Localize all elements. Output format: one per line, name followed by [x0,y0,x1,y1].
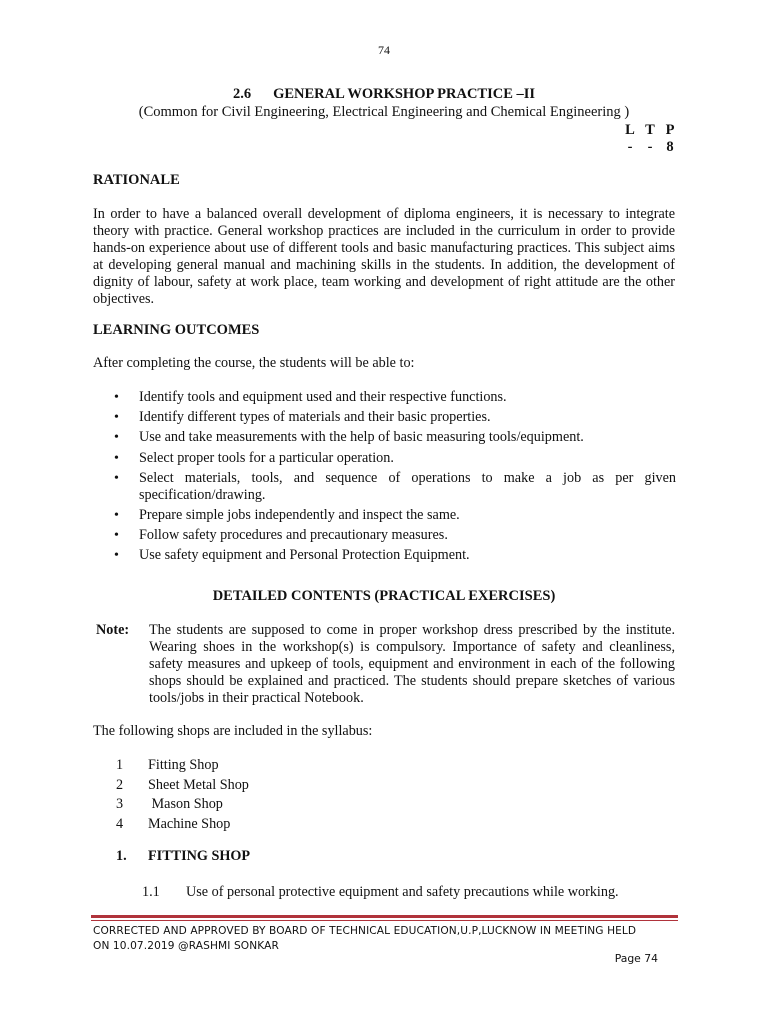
shop-number: 4 [116,816,124,833]
list-item [116,756,249,776]
section-title: FITTING SHOP [148,848,251,864]
footer-approval-text [93,924,693,954]
subsection-1-1 [142,884,619,901]
course-number: 2.6 [232,86,252,102]
learning-outcomes-list [114,389,676,568]
list-item: • Use safety equipment and Personal Protection Equipment. [114,547,676,564]
ltp-t-header: T [645,122,655,138]
detailed-contents-heading: DETAILED CONTENTS (PRACTICAL EXERCISES) [212,588,556,604]
ltp-values [620,139,680,156]
section-fitting-shop [116,848,250,865]
list-item: • Select proper tools for a particular operation. [114,450,676,467]
note-text: The students are supposed to come in proper workshop dress prescribed by the institute. Wearing shoes in the workshop(s) is compulsory. Importance of safety and cleanliness, safety measures and upkeep of tools, equipment and environment in each of the following shops should be explained and practiced. The students should prepare sketches of various tools/jobs in their practical Notebook. [149,622,675,706]
list-item: • Prepare simple jobs independently and inspect the same. [114,507,676,524]
shop-name: Mason Shop [148,796,223,813]
course-subtitle: (Common for Civil Engineering, Electrical Engineering and Chemical Engineering ) [138,104,630,120]
learning-outcomes-heading: LEARNING OUTCOMES [93,322,260,338]
note-label: Note: [96,622,130,638]
top-page-number: 74 [378,43,390,57]
shop-list [116,756,249,835]
list-item: • Use and take measurements with the help of basic measuring tools/equipment. [114,429,676,446]
footer-line-2: ON 10.07.2019 @RASHMI SONKAR [93,940,279,952]
ltp-l-value: - [627,139,633,155]
footer-page-number: Page 74 [614,952,658,965]
list-item [116,815,249,835]
list-item: • Identify tools and equipment used and their respective functions. [114,389,676,406]
course-title [0,86,768,103]
course-title-text: GENERAL WORKSHOP PRACTICE –II [273,86,536,102]
learning-outcomes-intro: After completing the course, the students will be able to: [93,355,415,371]
shops-intro: The following shops are included in the syllabus: [93,723,373,739]
shop-number: 2 [116,776,124,793]
ltp-header [620,122,680,139]
subsection-number: 1.1 [142,884,160,900]
list-item: • Identify different types of materials and their basic properties. [114,409,676,426]
shop-number: 1 [116,757,124,773]
ltp-p-value: 8 [666,139,674,155]
subsection-text: Use of personal protective equipment and safety precautions while working. [186,884,619,900]
list-item: • Select materials, tools, and sequence of operations to make a job as per given specification/drawing. [114,470,676,504]
ltp-p-header: P [665,122,675,138]
footer-line-1: CORRECTED AND APPROVED BY BOARD OF TECHNICAL EDUCATION,U.P,LUCKNOW IN MEETING HELD [93,925,637,937]
footer-rule-thick [91,915,678,918]
shop-number: 3 [116,796,124,813]
ltp-l-header: L [625,122,635,138]
shop-name: Machine Shop [148,816,231,833]
section-number: 1. [116,848,127,864]
list-item: • Follow safety procedures and precautionary measures. [114,527,676,544]
rationale-heading: RATIONALE [93,172,180,188]
ltp-t-value: - [647,139,653,155]
list-item [116,776,249,796]
shop-name: Sheet Metal Shop [148,776,249,793]
rationale-text: In order to have a balanced overall development of diploma engineers, it is necessary to integrate theory with practice. General workshop practices are included in the curriculum in order to provide hands-on experience about use of different tools and basic manufacturing practices. This subject aims at developing general manual and machining skills in the students. In addition, the development of dignity of labour, safety at work place, team working and development of right attitude are the other objectives. [93,206,675,307]
shop-name: Fitting Shop [148,757,219,773]
list-item [116,795,249,815]
footer-rule-thin [91,920,678,921]
